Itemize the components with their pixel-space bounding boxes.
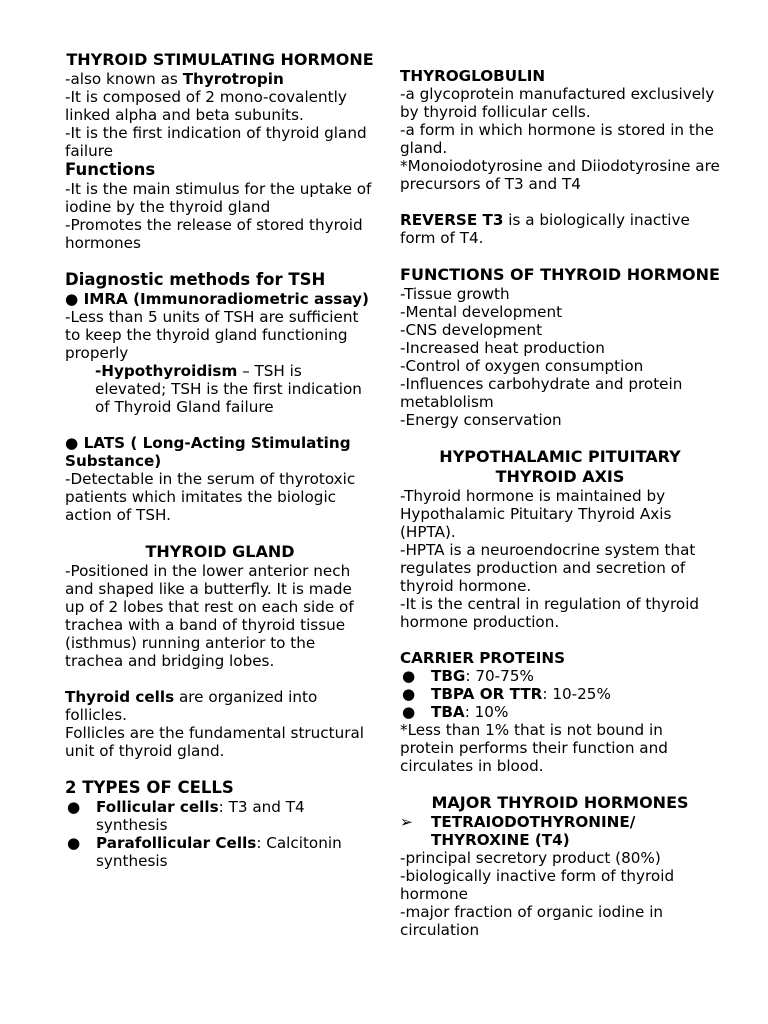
thyroid-gland-title: THYROID GLAND bbox=[145, 542, 295, 561]
diagnostic-heading: Diagnostic methods for TSH bbox=[65, 270, 326, 289]
cell-types-heading: 2 TYPES OF CELLS bbox=[65, 778, 234, 797]
bullet-icon: ● bbox=[402, 667, 416, 685]
t4-line2: -biologically inactive form of thyroid hormone bbox=[400, 867, 675, 903]
functions-line2: -Promotes the release of stored thyroid hormones bbox=[65, 216, 363, 252]
tsh-line3: -It is the first indication of thyroid gland failure bbox=[65, 124, 367, 160]
carrier-item bbox=[400, 667, 720, 685]
major-hormones-title: MAJOR THYROID HORMONES bbox=[431, 793, 689, 812]
carrier-term: TBG bbox=[431, 667, 466, 685]
lats-label: LATS ( Long-Acting Stimulating Substance) bbox=[65, 434, 351, 470]
imra-text: -Less than 5 units of TSH are sufficient to keep the thyroid gland functioning properly bbox=[65, 308, 359, 362]
function-item: -Increased heat production bbox=[400, 339, 605, 357]
bullet-icon: ● bbox=[67, 798, 81, 816]
hypothyroidism-note bbox=[65, 362, 375, 416]
thyroglobulin-line2: -a form in which hormone is stored in the gland. bbox=[400, 121, 714, 157]
lats-bullet-icon: ● bbox=[65, 434, 79, 452]
functions-thyroid-title: FUNCTIONS OF THYROID HORMONE bbox=[400, 265, 720, 284]
thyroid-cells-desc: are organized into follicles. bbox=[65, 688, 318, 724]
function-item: -Tissue growth bbox=[400, 285, 510, 303]
hypothyroidism-text: – TSH is elevated; TSH is the first indication of Thyroid Gland failure bbox=[95, 362, 362, 416]
imra-bullet-icon: ● bbox=[65, 290, 79, 308]
carrier-proteins-heading: CARRIER PROTEINS bbox=[400, 649, 566, 667]
lats-item bbox=[65, 434, 375, 470]
tsh-title: THYROID STIMULATING HORMONE bbox=[66, 50, 374, 69]
thyroid-cells-term: Thyroid cells bbox=[65, 688, 175, 706]
thyroid-cells-text bbox=[65, 688, 375, 724]
arrow-icon: ➢ bbox=[400, 813, 413, 831]
imra-label: IMRA (Immunoradiometric assay) bbox=[83, 290, 369, 308]
cell-type-text: : Calcitonin synthesis bbox=[96, 834, 342, 870]
reverse-t3-desc: is a biologically inactive form of T4. bbox=[400, 211, 690, 247]
t4-label: TETRAIODOTHYRONINE/ THYROXINE (T4) bbox=[431, 813, 636, 849]
bullet-icon: ● bbox=[402, 703, 416, 721]
cell-type-term: Follicular cells bbox=[96, 798, 219, 816]
tsh-line2: -It is composed of 2 mono-covalently linked alpha and beta subunits. bbox=[65, 88, 347, 124]
thyroglobulin-line1: -a glycoprotein manufactured exclusively by thyroid follicular cells. bbox=[400, 85, 715, 121]
tsh-aka-prefix: -also known as bbox=[65, 70, 183, 88]
carrier-term: TBA bbox=[431, 703, 465, 721]
tsh-aka-term: Thyrotropin bbox=[182, 70, 284, 88]
carrier-item bbox=[400, 703, 720, 721]
cell-type-item bbox=[65, 834, 375, 870]
imra-item bbox=[65, 290, 375, 308]
follicles-text: Follicles are the fundamental structural unit of thyroid gland. bbox=[65, 724, 364, 760]
hpta-line3: -It is the central in regulation of thyroid hormone production. bbox=[400, 595, 700, 631]
functions-heading: Functions bbox=[65, 160, 156, 179]
bullet-icon: ● bbox=[402, 685, 416, 703]
function-item: -Control of oxygen consumption bbox=[400, 357, 644, 375]
hpta-title: HYPOTHALAMIC PITUITARY THYROID AXIS bbox=[439, 447, 681, 486]
carrier-value: : 10-25% bbox=[542, 685, 611, 703]
right-column bbox=[400, 67, 720, 939]
carrier-item bbox=[400, 685, 720, 703]
t4-item bbox=[400, 813, 720, 849]
cell-type-item bbox=[65, 798, 375, 834]
cell-type-term: Parafollicular Cells bbox=[96, 834, 257, 852]
thyroglobulin-line3: *Monoiodotyrosine and Diiodotyrosine are precursors of T3 and T4 bbox=[400, 157, 720, 193]
t4-line3: -major fraction of organic iodine in circulation bbox=[400, 903, 664, 939]
function-item: -CNS development bbox=[400, 321, 543, 339]
carrier-value: : 10% bbox=[464, 703, 509, 721]
hpta-line1: -Thyroid hormone is maintained by Hypothalamic Pituitary Thyroid Axis (HPTA). bbox=[400, 487, 672, 541]
left-column bbox=[65, 50, 375, 870]
carrier-term: TBPA OR TTR bbox=[431, 685, 543, 703]
hypothyroidism-term: -Hypothyroidism bbox=[95, 362, 238, 380]
t4-line1: -principal secretory product (80%) bbox=[400, 849, 661, 867]
reverse-t3-text bbox=[400, 211, 720, 247]
functions-line1: -It is the main stimulus for the uptake of iodine by the thyroid gland bbox=[65, 180, 372, 216]
thyroid-gland-text: -Positioned in the lower anterior nech and shaped like a butterfly. It is made up of 2 lobes that rest on each side of trachea with a band of thyroid tissue (isthmus) running anterior to the trachea and bridging lobes. bbox=[65, 562, 354, 670]
lats-text: -Detectable in the serum of thyrotoxic patients which imitates the biologic action of TSH. bbox=[65, 470, 356, 524]
hpta-line2: -HPTA is a neuroendocrine system that regulates production and secretion of thyroid hormone. bbox=[400, 541, 696, 595]
carrier-note: *Less than 1% that is not bound in protein performs their function and circulates in blood. bbox=[400, 721, 668, 775]
carrier-value: : 70-75% bbox=[465, 667, 534, 685]
function-item: -Mental development bbox=[400, 303, 563, 321]
cell-type-text: : T3 and T4 synthesis bbox=[96, 798, 305, 834]
thyroglobulin-heading: THYROGLOBULIN bbox=[400, 67, 546, 85]
function-item: -Influences carbohydrate and protein metablolism bbox=[400, 375, 683, 411]
function-item: -Energy conservation bbox=[400, 411, 562, 429]
tsh-aka bbox=[65, 70, 375, 88]
bullet-icon: ● bbox=[67, 834, 81, 852]
reverse-t3-term: REVERSE T3 bbox=[400, 211, 504, 229]
